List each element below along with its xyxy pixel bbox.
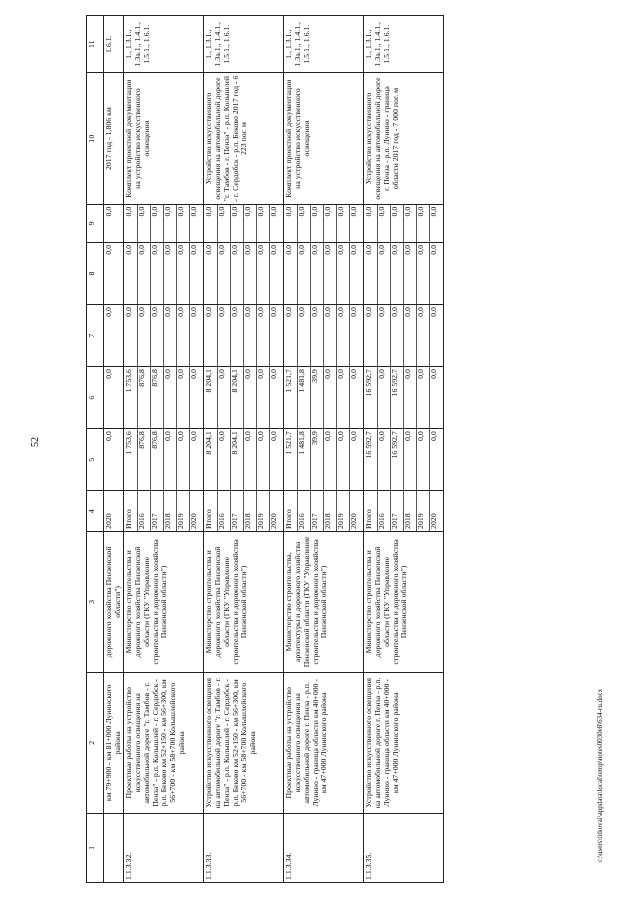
funding-regional-value: 0,0 [323, 367, 336, 428]
funding-federal-value: 0,0 [416, 305, 429, 366]
funding-regional-value: 0,0 [163, 367, 176, 428]
funding-other-value: 0,0 [217, 205, 230, 242]
funding-other-value: 0,0 [297, 205, 310, 242]
indicator-codes: 1., 1.3.1., 1.3а.1., 1.4.1., 1.5.1., 1.6.1. [284, 16, 364, 73]
funding-federal-value: 0,0 [150, 305, 163, 366]
funding-federal [364, 305, 444, 367]
year-cell-value: 2018 [163, 491, 176, 531]
funding-local [124, 242, 204, 304]
table-row [284, 16, 364, 883]
funding-local-value: 0,0 [416, 243, 429, 304]
executor: Министерство строительства и дорожного хозяйства Пензенской области (ГКУ "Управление строительства и дорожного хозяйства Пензенской области") [364, 531, 444, 672]
header-cell-1: 1 [87, 813, 104, 882]
measure-name: Проектные работы на устройство искусственного освещения на автомобильной дороге г. Пенза - р.п. Лунино - граница области км 40+000 - км 47+000 Лунинского района [284, 672, 364, 813]
funding-regional-value: 0,0 [217, 367, 230, 428]
executor: Министерство строительства, архитектуры и дорожного хозяйства Пензенской области (ГКУ "Управление строительства и дорожного хозяйства Пензенской области") [284, 531, 364, 672]
funding-local-value: 0,0 [189, 243, 202, 304]
funding-total [364, 429, 444, 491]
funding-federal [204, 305, 284, 367]
funding-total-value: 0,0 [189, 429, 202, 490]
row-number: 1.1.3.34. [284, 813, 364, 882]
funding-regional-value: 0,0 [189, 367, 202, 428]
funding-total-value: 0,0 [349, 429, 362, 490]
funding-local-value: 0,0 [217, 243, 230, 304]
year-cell-value: 2018 [243, 491, 256, 531]
funding-federal-value: 0,0 [230, 305, 243, 366]
funding-regional-value: 1 481,8 [297, 367, 310, 428]
funding-local-value: 0,0 [230, 243, 243, 304]
rotated-page-content [86, 15, 616, 883]
year-cell [124, 491, 204, 532]
header-cell-9: 9 [87, 204, 104, 242]
funding-total-value: 0,0 [403, 429, 416, 490]
funding-federal-value: 0,0 [403, 305, 416, 366]
table-header-row [87, 16, 104, 883]
funding-other-value: 0,0 [256, 205, 269, 242]
year-cell-value: Итого [124, 509, 134, 529]
funding-local [364, 242, 444, 304]
year-cell-value: 2017 [230, 491, 243, 531]
funding-total-value: 0,0 [429, 429, 442, 490]
funding-regional [104, 367, 124, 429]
funding-local-value: 0,0 [284, 244, 294, 255]
funding-total-value: 39,9 [310, 429, 323, 490]
funding-other-value: 0,0 [230, 205, 243, 242]
funding-federal-value: 0,0 [189, 305, 202, 366]
funding-federal-value: 0,0 [269, 305, 282, 366]
funding-other-value: 0,0 [204, 206, 214, 217]
funding-total-value: 0,0 [104, 431, 113, 441]
funding-federal-value: 0,0 [429, 305, 442, 366]
funding-regional-value: 16 592,7 [390, 367, 403, 428]
funding-local-value: 0,0 [104, 244, 113, 255]
measure-name: Устройство искусственного освещения на автомобильной дороге г. Пенза - р.п. Лунино - граница области км 40+000 - км 47+000 Лунинского района [364, 672, 444, 813]
funding-total-value: 1 481,8 [297, 429, 310, 490]
funding-total-value: 0,0 [176, 429, 189, 490]
funding-other-value: 0,0 [243, 205, 256, 242]
year-cell-value: 2020 [349, 491, 362, 531]
header-cell-6: 6 [87, 367, 104, 429]
funding-federal-value: 0,0 [243, 305, 256, 366]
year-cell-value: 2018 [403, 491, 416, 531]
funding-regional [124, 367, 204, 429]
header-cell-2: 2 [87, 672, 104, 813]
funding-local-value: 0,0 [390, 243, 403, 304]
executor: Министерство строительства и дорожного хозяйства Пензенской области (ГКУ "Управление строительства и дорожного хозяйства Пензенской области") [204, 531, 284, 672]
funding-regional [364, 367, 444, 429]
funding-total-value: 16 592,7 [390, 429, 403, 490]
funding-federal-value: 0,0 [124, 307, 134, 317]
funding-regional-value: 876,8 [150, 367, 163, 428]
year-cell-value: 2019 [256, 491, 269, 531]
funding-regional-value: 8 204,1 [204, 369, 214, 393]
funding-total-value: 0,0 [336, 429, 349, 490]
funding-regional [284, 367, 364, 429]
table-row [364, 16, 444, 883]
funding-federal-value: 0,0 [323, 305, 336, 366]
measure-name: Устройство искусственного освещения на автомобильной дороге "г. Тамбов - г. Пенза" - р.п. Колышлей - г. Сердобск - р.п. Беково км 52+150 - км 56+300, км 56+700 - км 58+700 Колышлейского района [204, 672, 284, 813]
funding-regional-value: 1 521,7 [284, 369, 294, 393]
year-cell-value: 2019 [176, 491, 189, 531]
funding-federal [124, 305, 204, 367]
file-path-footer: c:\users\titkovai\appdata\local\temp\notes0030e8\634-ru.docx [596, 688, 604, 862]
funding-federal-value: 0,0 [256, 305, 269, 366]
funding-other-value: 0,0 [336, 205, 349, 242]
funding-local-value: 0,0 [204, 244, 214, 255]
funding-other-value: 0,0 [416, 205, 429, 242]
funding-other-value: 0,0 [176, 205, 189, 242]
year-cell-value: 2017 [390, 491, 403, 531]
funding-total-value: 0,0 [163, 429, 176, 490]
funding-federal [104, 305, 124, 367]
funding-regional-value: 0,0 [377, 367, 390, 428]
funding-federal-value: 0,0 [217, 305, 230, 366]
funding-local-value: 0,0 [297, 243, 310, 304]
funding-local-value: 0,0 [176, 243, 189, 304]
funding-other-value: 0,0 [429, 205, 442, 242]
funding-federal-value: 0,0 [297, 305, 310, 366]
funding-total [204, 429, 284, 491]
funding-local-value: 0,0 [163, 243, 176, 304]
funding-regional-value: 0,0 [416, 367, 429, 428]
executor: Министерство строительства и дорожного хозяйства Пензенской области (ГКУ "Управление строительства и дорожного хозяйства Пензенской области") [124, 531, 204, 672]
funding-other-value: 0,0 [284, 206, 294, 217]
funding-other-value: 0,0 [137, 205, 150, 242]
year-cell [284, 491, 364, 532]
funding-other [204, 204, 284, 242]
funding-other [284, 204, 364, 242]
funding-total-value: 0,0 [256, 429, 269, 490]
funding-federal-value: 0,0 [349, 305, 362, 366]
funding-total [104, 429, 124, 491]
expected-result: Комплект проектной документации на устройство искусственного освещения [284, 73, 364, 204]
funding-regional [204, 367, 284, 429]
indicator-codes: 1., 1.3.1., 1.3а.1., 1.4.1., 1.5.1., 1.6.1. [204, 16, 284, 73]
indicator-codes: 1., 1.3.1., 1.3а.1., 1.4.1., 1.5.1., 1.6.1. [124, 16, 204, 73]
row-number [104, 813, 124, 882]
funding-regional-value: 0,0 [269, 367, 282, 428]
funding-total-value: 0,0 [377, 429, 390, 490]
measure-name: Проектные работы на устройство искусственного освещения на автомобильной дороге "г. Тамбов - г. Пенза" - р.п. Колышлей - г. Сердобск - р.п. Беково км 52+150 - км 56+300, км 56+700 - км 58+700 Колышлейского района [124, 672, 204, 813]
header-cell-8: 8 [87, 242, 104, 304]
funding-regional-value: 0,0 [256, 367, 269, 428]
funding-regional-value: 39,9 [310, 367, 323, 428]
funding-federal-value: 0,0 [204, 307, 214, 317]
funding-local [284, 242, 364, 304]
funding-other-value: 0,0 [403, 205, 416, 242]
program-table [86, 15, 444, 883]
funding-federal-value: 0,0 [336, 305, 349, 366]
funding-local-value: 0,0 [377, 243, 390, 304]
year-cell-value: 2019 [416, 491, 429, 531]
funding-other-value: 0,0 [390, 205, 403, 242]
expected-result: Устройство искусственного освещения на автомобильной дороге "г. Тамбов - г. Пенза" - р.п. Колышлей - г. Сердобск - р.п. Беково 2017 год - 6 223 пог. м [204, 73, 284, 204]
table-row [104, 16, 124, 883]
funding-total-value: 1 753,6 [124, 431, 134, 455]
year-cell-value: 2018 [323, 491, 336, 531]
funding-federal-value: 0,0 [390, 305, 403, 366]
expected-result: 2017 год - 1,806 км [104, 73, 124, 204]
funding-other-value: 0,0 [124, 206, 134, 217]
year-cell-value: 2019 [336, 491, 349, 531]
year-cell-value: 2017 [150, 491, 163, 531]
funding-local-value: 0,0 [429, 243, 442, 304]
year-cell [364, 491, 444, 532]
funding-total-value: 8 204,1 [204, 431, 214, 455]
funding-local-value: 0,0 [269, 243, 282, 304]
funding-other-value: 0,0 [189, 205, 202, 242]
funding-regional-value: 0,0 [176, 367, 189, 428]
funding-total-value: 1 521,7 [284, 431, 294, 455]
funding-regional-value: 0,0 [429, 367, 442, 428]
year-cell-value: 2020 [104, 513, 113, 529]
funding-local-value: 0,0 [243, 243, 256, 304]
funding-other-value: 0,0 [310, 205, 323, 242]
funding-total-value: 8 204,1 [230, 429, 243, 490]
funding-local [204, 242, 284, 304]
header-cell-10: 10 [87, 73, 104, 204]
year-cell-value: 2020 [189, 491, 202, 531]
year-cell-value: 2016 [377, 491, 390, 531]
funding-regional-value: 1 753,6 [124, 369, 134, 393]
executor: дорожного хозяйства Пензенской области") [104, 531, 124, 672]
funding-local-value: 0,0 [310, 243, 323, 304]
funding-other-value: 0,0 [323, 205, 336, 242]
funding-total-value: 0,0 [243, 429, 256, 490]
funding-total [284, 429, 364, 491]
page-number: 52 [30, 437, 41, 447]
year-cell-value: Итого [364, 509, 374, 529]
funding-total [124, 429, 204, 491]
funding-federal-value: 0,0 [284, 307, 294, 317]
funding-total-value: 876,8 [150, 429, 163, 490]
row-number: 1.1.3.33. [204, 813, 284, 882]
header-cell-4: 4 [87, 491, 104, 532]
table-row [204, 16, 284, 883]
funding-federal-value: 0,0 [104, 307, 113, 317]
year-cell [204, 491, 284, 532]
funding-local [104, 242, 124, 304]
funding-total-value: 0,0 [269, 429, 282, 490]
expected-result: Устройство искусственного освещения на автомобильной дороге г. Пенза - р.п. Лунино - граница области 2017 год - 7 000 пог. м [364, 73, 444, 204]
table-row [124, 16, 204, 883]
funding-regional-value: 0,0 [104, 369, 113, 379]
row-number: 1.1.3.32. [124, 813, 204, 882]
funding-regional-value: 876,8 [137, 367, 150, 428]
funding-other-value: 0,0 [150, 205, 163, 242]
funding-local-value: 0,0 [137, 243, 150, 304]
year-cell-value: 2016 [297, 491, 310, 531]
funding-other-value: 0,0 [377, 205, 390, 242]
funding-other-value: 0,0 [104, 206, 113, 217]
funding-other-value: 0,0 [349, 205, 362, 242]
funding-federal-value: 0,0 [364, 307, 374, 317]
header-cell-7: 7 [87, 305, 104, 367]
header-cell-11: 11 [87, 16, 104, 73]
funding-local-value: 0,0 [124, 244, 134, 255]
year-cell-value: 2016 [137, 491, 150, 531]
funding-local-value: 0,0 [256, 243, 269, 304]
funding-federal-value: 0,0 [137, 305, 150, 366]
funding-total-value: 0,0 [323, 429, 336, 490]
funding-federal-value: 0,0 [176, 305, 189, 366]
funding-local-value: 0,0 [323, 243, 336, 304]
year-cell-value: 2017 [310, 491, 323, 531]
funding-other [124, 204, 204, 242]
funding-other [104, 204, 124, 242]
funding-other [364, 204, 444, 242]
funding-local-value: 0,0 [349, 243, 362, 304]
funding-federal-value: 0,0 [377, 305, 390, 366]
indicator-codes: 1.6.1. [104, 16, 124, 73]
funding-total-value: 0,0 [217, 429, 230, 490]
header-cell-5: 5 [87, 429, 104, 491]
year-cell-value: 2020 [269, 491, 282, 531]
funding-regional-value: 16 592,7 [364, 369, 374, 397]
header-cell-3: 3 [87, 531, 104, 672]
funding-regional-value: 0,0 [349, 367, 362, 428]
year-cell-value: Итого [204, 509, 214, 529]
funding-federal [284, 305, 364, 367]
funding-total-value: 16 592,7 [364, 431, 374, 459]
funding-federal-value: 0,0 [163, 305, 176, 366]
expected-result: Комплект проектной документации на устройство искусственного освещения [124, 73, 204, 204]
measure-name: км 79+900 - км 81+000 Лунинского района [104, 672, 124, 813]
funding-federal-value: 0,0 [310, 305, 323, 366]
funding-total-value: 0,0 [416, 429, 429, 490]
funding-regional-value: 8 204,1 [230, 367, 243, 428]
funding-other-value: 0,0 [364, 206, 374, 217]
row-number: 1.1.3.35. [364, 813, 444, 882]
funding-regional-value: 0,0 [243, 367, 256, 428]
funding-local-value: 0,0 [150, 243, 163, 304]
funding-local-value: 0,0 [364, 244, 374, 255]
funding-total-value: 876,8 [137, 429, 150, 490]
funding-local-value: 0,0 [336, 243, 349, 304]
year-cell-value: Итого [284, 509, 294, 529]
indicator-codes: 1., 1.3.1., 1.3а.1., 1.4.1., 1.5.1., 1.6.1. [364, 16, 444, 73]
year-cell-value: 2016 [217, 491, 230, 531]
funding-regional-value: 0,0 [336, 367, 349, 428]
funding-regional-value: 0,0 [403, 367, 416, 428]
funding-local-value: 0,0 [403, 243, 416, 304]
year-cell-value: 2020 [429, 491, 442, 531]
funding-other-value: 0,0 [269, 205, 282, 242]
funding-other-value: 0,0 [163, 205, 176, 242]
year-cell [104, 491, 124, 532]
